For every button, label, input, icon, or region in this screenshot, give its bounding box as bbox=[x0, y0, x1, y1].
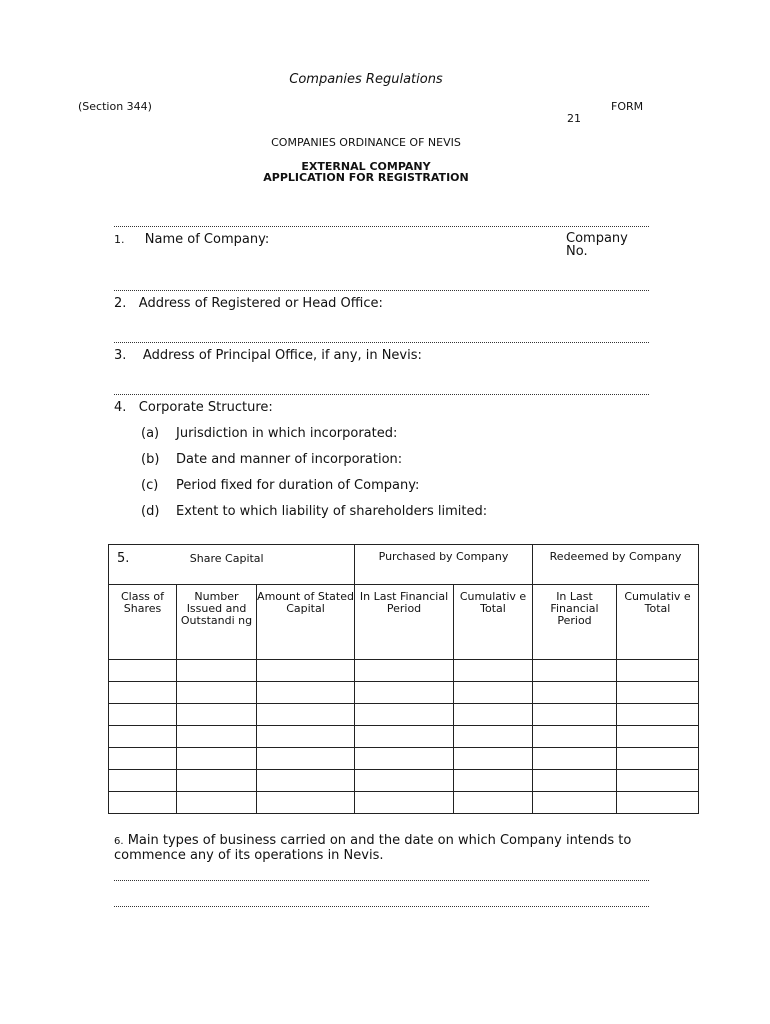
table-cell[interactable] bbox=[257, 792, 355, 814]
table-cell[interactable] bbox=[617, 660, 699, 682]
ordinance-title: COMPANIES ORDINANCE OF NEVIS bbox=[271, 136, 461, 149]
q4a-label: Jurisdiction in which incorporated: bbox=[176, 426, 398, 441]
table-cell[interactable] bbox=[617, 792, 699, 814]
q4d-letter: (d) bbox=[141, 504, 160, 519]
section-5-number: 5. bbox=[117, 551, 130, 566]
form-number: 21 bbox=[567, 112, 581, 125]
section-reference: (Section 344) bbox=[78, 100, 152, 113]
q4-label: 4. Corporate Structure: bbox=[114, 400, 273, 415]
col-purchased-cumulative: Cumulativ e Total bbox=[454, 585, 533, 660]
table-cell[interactable] bbox=[617, 726, 699, 748]
table-cell[interactable] bbox=[454, 726, 533, 748]
share-capital-header bbox=[109, 545, 355, 585]
col-redeemed-last-period: In Last Financial Period bbox=[533, 585, 617, 660]
table-cell[interactable] bbox=[109, 660, 177, 682]
fill-line-4[interactable] bbox=[114, 392, 649, 395]
table-row bbox=[109, 726, 699, 748]
table-cell[interactable] bbox=[454, 682, 533, 704]
q4c-letter: (c) bbox=[141, 478, 159, 493]
fill-line-6a[interactable] bbox=[114, 878, 649, 881]
col-class-of-shares: Class of Shares bbox=[109, 585, 177, 660]
q1-row bbox=[114, 232, 269, 247]
table-cell[interactable] bbox=[109, 792, 177, 814]
fill-line-6b[interactable] bbox=[114, 904, 649, 907]
table-row bbox=[109, 770, 699, 792]
table-cell[interactable] bbox=[109, 770, 177, 792]
table-cell[interactable] bbox=[177, 748, 257, 770]
table-cell[interactable] bbox=[257, 660, 355, 682]
col-redeemed-cumulative: Cumulativ e Total bbox=[617, 585, 699, 660]
table-cell[interactable] bbox=[257, 770, 355, 792]
table-cell[interactable] bbox=[533, 770, 617, 792]
table-cell[interactable] bbox=[533, 748, 617, 770]
table-cell[interactable] bbox=[454, 660, 533, 682]
col-amount-stated-capital: Amount of Stated Capital bbox=[257, 585, 355, 660]
table-cell[interactable] bbox=[257, 748, 355, 770]
table-cell[interactable] bbox=[454, 748, 533, 770]
q4a-row bbox=[141, 426, 397, 441]
table-cell[interactable] bbox=[355, 792, 454, 814]
table-cell[interactable] bbox=[109, 682, 177, 704]
q2-label: 2. Address of Registered or Head Office: bbox=[114, 296, 383, 311]
table-cell[interactable] bbox=[533, 704, 617, 726]
share-capital-title: Share Capital bbox=[189, 552, 264, 565]
table-cell[interactable] bbox=[533, 792, 617, 814]
table-row bbox=[109, 682, 699, 704]
table-cell[interactable] bbox=[454, 770, 533, 792]
table-cell[interactable] bbox=[109, 748, 177, 770]
col-purchased-last-period: In Last Financial Period bbox=[355, 585, 454, 660]
table-cell[interactable] bbox=[355, 660, 454, 682]
table-cell[interactable] bbox=[257, 704, 355, 726]
table-cell[interactable] bbox=[454, 792, 533, 814]
purchased-by-company-header: Purchased by Company bbox=[355, 545, 533, 585]
table-row bbox=[109, 792, 699, 814]
fill-line-1[interactable] bbox=[114, 224, 649, 227]
table-cell[interactable] bbox=[617, 704, 699, 726]
table-cell[interactable] bbox=[355, 748, 454, 770]
table-cell[interactable] bbox=[355, 682, 454, 704]
share-capital-table bbox=[108, 544, 699, 814]
table-row bbox=[109, 704, 699, 726]
redeemed-by-company-header: Redeemed by Company bbox=[533, 545, 699, 585]
running-title: Companies Regulations bbox=[289, 72, 443, 87]
form-heading-line1: EXTERNAL COMPANY bbox=[301, 160, 431, 173]
q1-number: 1. bbox=[114, 233, 125, 246]
table-cell[interactable] bbox=[454, 704, 533, 726]
table-cell[interactable] bbox=[533, 660, 617, 682]
table-cell[interactable] bbox=[109, 726, 177, 748]
q3-label: 3. Address of Principal Office, if any, in Nevis: bbox=[114, 348, 422, 363]
q4d-row bbox=[141, 504, 487, 519]
table-row bbox=[109, 660, 699, 682]
table-cell[interactable] bbox=[177, 660, 257, 682]
q4a-letter: (a) bbox=[141, 426, 160, 441]
table-cell[interactable] bbox=[257, 682, 355, 704]
table-cell[interactable] bbox=[617, 748, 699, 770]
table-cell[interactable] bbox=[257, 726, 355, 748]
table-cell[interactable] bbox=[355, 770, 454, 792]
q4c-label: Period fixed for duration of Company: bbox=[176, 478, 420, 493]
table-cell[interactable] bbox=[617, 770, 699, 792]
table-cell[interactable] bbox=[177, 704, 257, 726]
q6-paragraph bbox=[114, 834, 674, 863]
q4b-letter: (b) bbox=[141, 452, 160, 467]
q1-label: Name of Company: bbox=[144, 232, 270, 247]
table-row bbox=[109, 748, 699, 770]
q4b-label: Date and manner of incorporation: bbox=[176, 452, 403, 467]
table-cell[interactable] bbox=[177, 726, 257, 748]
q4b-row bbox=[141, 452, 402, 467]
table-cell[interactable] bbox=[355, 704, 454, 726]
form-heading-line2: APPLICATION FOR REGISTRATION bbox=[263, 171, 469, 184]
table-cell[interactable] bbox=[617, 682, 699, 704]
table-cell[interactable] bbox=[533, 682, 617, 704]
form-label: FORM bbox=[611, 100, 644, 113]
fill-line-2[interactable] bbox=[114, 288, 649, 291]
fill-line-3[interactable] bbox=[114, 340, 649, 343]
table-cell[interactable] bbox=[355, 726, 454, 748]
table-cell[interactable] bbox=[177, 770, 257, 792]
q6-number: 6. bbox=[114, 836, 124, 847]
q4d-label: Extent to which liability of shareholders limited: bbox=[176, 504, 488, 519]
q6-text: Main types of business carried on and the date on which Company intends to commence any of its operations in Nevis. bbox=[114, 833, 632, 863]
col-number-issued: Number Issued and Outstandi ng bbox=[177, 585, 257, 660]
table-cell[interactable] bbox=[177, 682, 257, 704]
company-no-label: Company No. bbox=[566, 231, 628, 259]
q4c-row bbox=[141, 478, 419, 493]
table-cell[interactable] bbox=[533, 726, 617, 748]
table-cell[interactable] bbox=[177, 792, 257, 814]
table-cell[interactable] bbox=[109, 704, 177, 726]
